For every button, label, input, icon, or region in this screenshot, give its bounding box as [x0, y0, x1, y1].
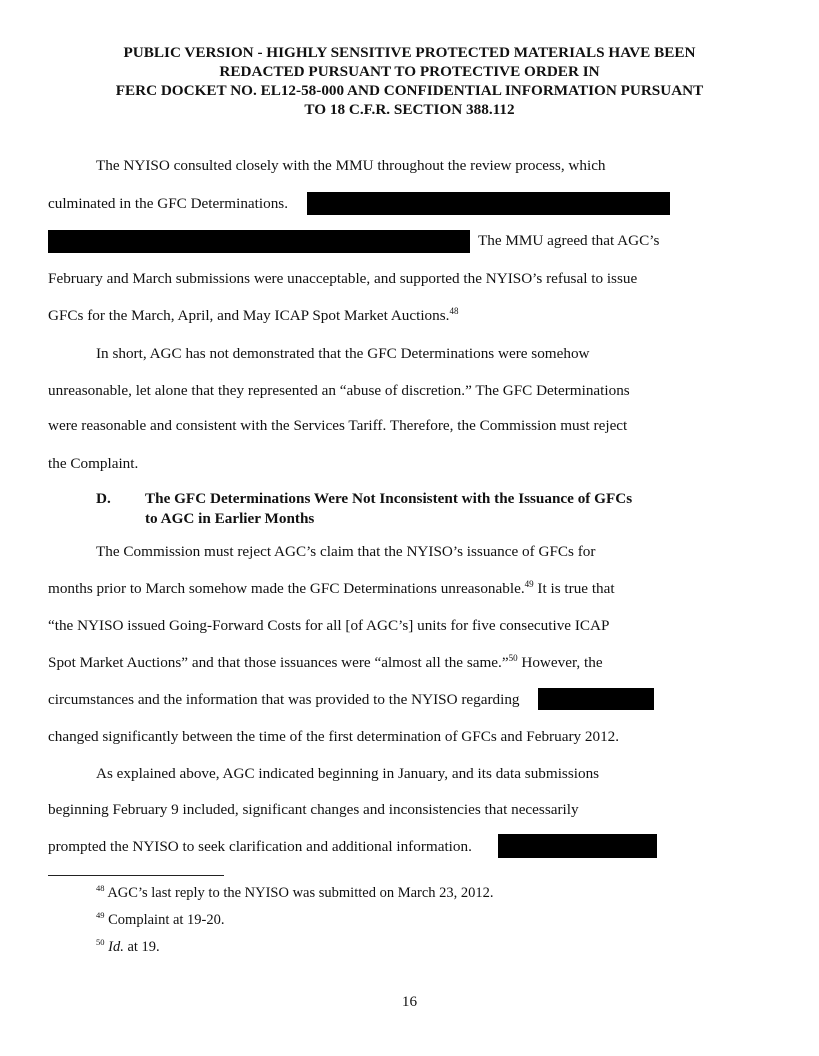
paragraph-3-line-6: changed significantly between the time of the first determination of GFCs and February 2012. — [48, 728, 620, 745]
header-line-2: REDACTED PURSUANT TO PROTECTIVE ORDER IN — [219, 63, 600, 80]
redaction-block — [48, 230, 470, 253]
paragraph-4-line-3: prompted the NYISO to seek clarification and additional information. — [48, 838, 472, 855]
section-heading-line-2: to AGC in Earlier Months — [145, 510, 315, 527]
paragraph-1-line-4: February and March submissions were unacceptable, and supported the NYISO’s refusal to issue — [48, 270, 638, 287]
footnote-separator — [48, 875, 224, 876]
section-heading-letter: D. — [96, 490, 111, 507]
redaction-block — [498, 834, 657, 858]
paragraph-2-line-4: the Complaint. — [48, 455, 139, 472]
paragraph-1-line-5: GFCs for the March, April, and May ICAP Spot Market Auctions.$^{48}$ — [48, 306, 459, 324]
paragraph-3-line-4: Spot Market Auctions” and that those issuances were “almost all the same.”$^{50}$ However, the — [48, 653, 603, 671]
redaction-block — [538, 688, 654, 710]
footnote-ref-50: 50 — [508, 653, 518, 663]
footnote-49: $^{49}$ Complaint at 19-20. — [96, 910, 225, 928]
paragraph-3-line-3: “the NYISO issued Going-Forward Costs for all [of AGC’s] units for five consecutive ICAP — [48, 617, 610, 634]
paragraph-2-line-2: unreasonable, let alone that they represented an “abuse of discretion.” The GFC Determinations — [48, 382, 630, 399]
paragraph-1-line-3: The MMU agreed that AGC’s — [478, 232, 660, 249]
paragraph-1-line-1: The NYISO consulted closely with the MMU throughout the review process, which — [96, 157, 606, 174]
paragraph-3-line-1: The Commission must reject AGC’s claim that the NYISO’s issuance of GFCs for — [96, 543, 596, 560]
paragraph-3-line-5: circumstances and the information that was provided to the NYISO regarding — [48, 691, 520, 708]
paragraph-4-line-1: As explained above, AGC indicated beginning in January, and its data submissions — [96, 765, 600, 782]
footnote-ref-49: 49 — [524, 579, 534, 589]
protective-order-header — [30, 43, 789, 119]
footnote-ref-48: 48 — [449, 306, 459, 316]
paragraph-1-line-2: culminated in the GFC Determinations. — [48, 195, 289, 212]
footnote-48: $^{48}$ AGC’s last reply to the NYISO was submitted on March 23, 2012. — [96, 883, 494, 901]
footnote-50: $^{50}$ Id. at 19. — [96, 937, 160, 955]
paragraph-2-line-3: were reasonable and consistent with the Services Tariff. Therefore, the Commission must reject — [48, 417, 628, 434]
redaction-block — [307, 192, 670, 215]
header-line-4: TO 18 C.F.R. SECTION 388.112 — [304, 101, 515, 118]
header-line-3: FERC DOCKET NO. EL12-58-000 AND CONFIDENTIAL INFORMATION PURSUANT — [115, 82, 704, 99]
header-line-1: PUBLIC VERSION - HIGHLY SENSITIVE PROTECTED MATERIALS HAVE BEEN — [123, 44, 696, 61]
paragraph-2-line-1: In short, AGC has not demonstrated that the GFC Determinations were somehow — [96, 345, 590, 362]
paragraph-3-line-2: months prior to March somehow made the GFC Determinations unreasonable.$^{49}$ It is true that — [48, 579, 615, 597]
page-number: 16 — [401, 993, 418, 1010]
section-heading-line-1: The GFC Determinations Were Not Inconsistent with the Issuance of GFCs — [145, 490, 633, 507]
paragraph-4-line-2: beginning February 9 included, significant changes and inconsistencies that necessarily — [48, 801, 579, 818]
